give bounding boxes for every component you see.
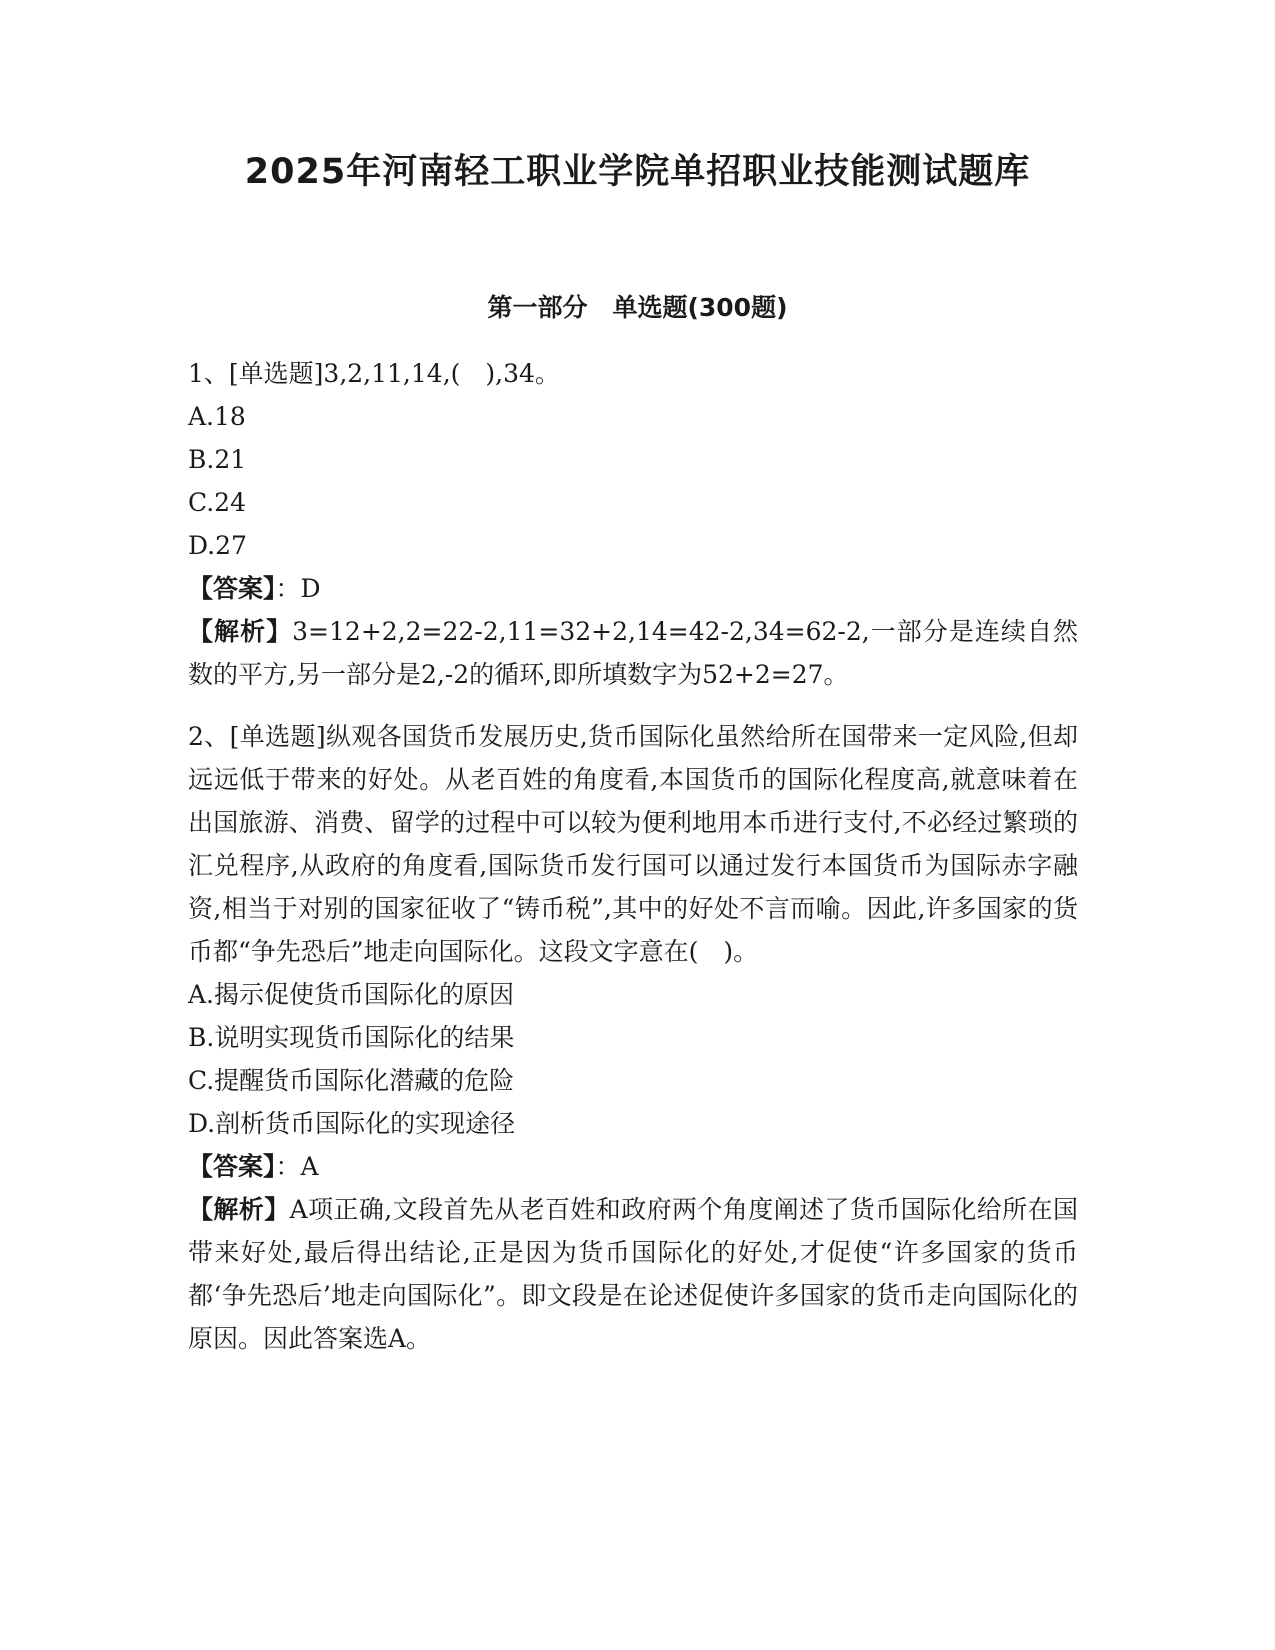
answer-label: 【答案】 bbox=[188, 1152, 276, 1181]
option-d: D.剖析货币国际化的实现途径 bbox=[188, 1109, 516, 1138]
question-2 bbox=[188, 715, 1078, 1360]
answer-label: 【答案】 bbox=[188, 574, 276, 603]
option-d: D.27 bbox=[188, 531, 247, 560]
option-a: A.18 bbox=[188, 402, 246, 431]
analysis-label: 【解析】 bbox=[188, 1195, 290, 1224]
analysis-text: A项正确,文段首先从老百姓和政府两个角度阐述了货币国际化给所在国带来好处,最后得出结论,正是因为货币国际化的好处,才促使“许多国家的货币都‘争先恐后’地走向国际化”。即文段是在论述促使许多国家的货币走向国际化的原因。因此答案选A。 bbox=[188, 1195, 1078, 1353]
question-stem: 1、[单选题]3,2,11,14,( ),34。 bbox=[188, 359, 560, 388]
option-b: B.说明实现货币国际化的结果 bbox=[188, 1023, 515, 1052]
option-c: C.24 bbox=[188, 488, 246, 517]
answer-value: ：A bbox=[275, 1152, 319, 1181]
question-list bbox=[188, 352, 1078, 1360]
option-a: A.揭示促使货币国际化的原因 bbox=[188, 980, 515, 1009]
question-1 bbox=[188, 352, 1078, 696]
option-c: C.提醒货币国际化潜藏的危险 bbox=[188, 1066, 515, 1095]
analysis-label: 【解析】 bbox=[188, 617, 293, 646]
answer-line bbox=[188, 1145, 1078, 1188]
page-title: 2025年河南轻工职业学院单招职业技能测试题库 bbox=[244, 152, 1031, 192]
answer-value: ：D bbox=[275, 574, 321, 603]
question-stem: 2、[单选题]纵观各国货币发展历史,货币国际化虽然给所在国带来一定风险,但却远远低于带来的好处。从老百姓的角度看,本国货币的国际化程度高,就意味着在出国旅游、消费、留学的过程中可以较为便利地用本币进行支付,不必经过繁琐的汇兑程序,从政府的角度看,国际货币发行国可以通过发行本国货币为国际赤字融资,相当于对别的国家征收了“铸币税”,其中的好处不言而喻。因此,许多国家的货币都“争先恐后”地走向国际化。这段文字意在( )。 bbox=[188, 722, 1078, 966]
option-b: B.21 bbox=[188, 445, 247, 474]
answer-line bbox=[188, 567, 1078, 610]
section-heading: 第一部分 单选题(300题) bbox=[487, 293, 788, 322]
analysis-line bbox=[188, 610, 1078, 696]
analysis-line bbox=[188, 1188, 1078, 1360]
analysis-text: 3=12+2,2=22-2,11=32+2,14=42-2,34=62-2,一部分是连续自然数的平方,另一部分是2,-2的循环,即所填数字为52+2=27。 bbox=[188, 617, 1078, 689]
